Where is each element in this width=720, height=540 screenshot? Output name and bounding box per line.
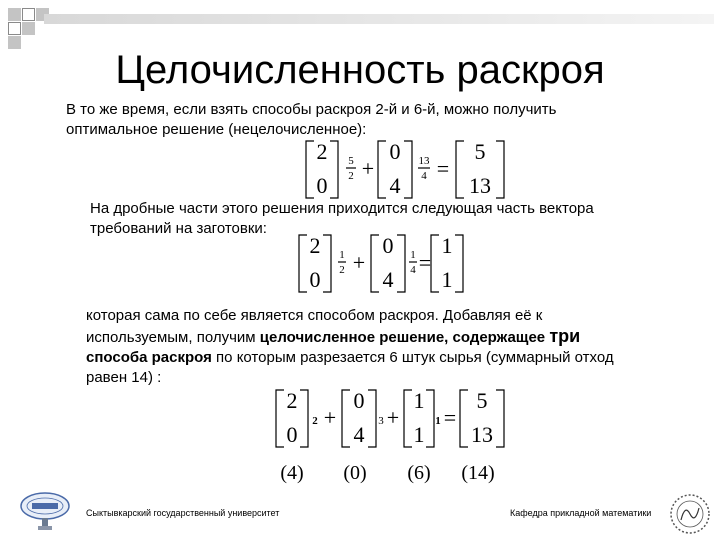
eq3-waste-1: (4)	[280, 462, 304, 484]
eq1-v2-top: 0	[389, 139, 401, 164]
eq2-coef2-num: 1	[410, 249, 416, 261]
equation-3	[270, 386, 510, 486]
eq1-plus: +	[361, 156, 375, 181]
eq2-r-top: 1	[441, 233, 453, 258]
eq3-coef2: 3	[378, 415, 384, 427]
paragraph-3-part2: по которым разрезается 6 штук сырья (суммарный отход равен 14) :	[86, 349, 614, 386]
eq1-r-bottom: 13	[469, 173, 491, 198]
eq2-v1-bottom: 0	[309, 267, 321, 292]
eq1-coef1-num: 5	[348, 155, 354, 167]
decorative-top-stripe	[44, 14, 714, 24]
slide-title: Целочисленность раскроя	[115, 48, 605, 92]
eq3-waste-2: (0)	[343, 462, 367, 484]
eq1-coef2-den: 4	[421, 170, 427, 182]
paragraph-3-part1: которая сама по себе является способом раскроя. Добавляя её к используемым, получим	[86, 307, 543, 346]
eq1-r-top: 5	[474, 139, 486, 164]
eq3-plus2: +	[386, 405, 400, 430]
department-logo-icon	[668, 492, 712, 536]
eq3-waste-4: (14)	[461, 462, 495, 484]
eq3-v2-bottom: 4	[353, 422, 365, 447]
paragraph-2-text: На дробные части этого решения приходится следующая часть вектора требований на заготовки:	[90, 200, 594, 237]
eq1-coef1-den: 2	[348, 170, 354, 182]
eq2-equals: =	[418, 250, 432, 275]
university-logo-icon	[18, 490, 72, 532]
eq2-coef1-num: 1	[339, 249, 345, 261]
eq3-waste-3: (6)	[407, 462, 431, 484]
paragraph-3-bold2: способа раскроя	[86, 349, 212, 366]
paragraph-1-text: В то же время, если взять способы раскроя 2-й и 6-й, можно получить оптимальное решение (нецелочисленное):	[66, 101, 557, 138]
deco-square	[8, 22, 21, 35]
deco-square	[22, 8, 35, 21]
eq1-v1-bottom: 0	[316, 173, 328, 198]
eq3-coef1: 2	[312, 415, 318, 427]
deco-square	[22, 22, 35, 35]
eq3-v1-bottom: 0	[286, 422, 298, 447]
eq2-v2-bottom: 4	[382, 267, 394, 292]
eq3-v3-top: 1	[413, 388, 425, 413]
eq1-coef2-num: 13	[418, 155, 430, 167]
eq3-equals: =	[443, 405, 457, 430]
equation-1	[300, 137, 510, 202]
footer-right: Кафедра прикладной математики	[510, 508, 652, 518]
eq1-v1-top: 2	[316, 139, 328, 164]
eq2-coef2-den: 4	[410, 264, 416, 276]
eq3-v2-top: 0	[353, 388, 365, 413]
eq2-plus: +	[352, 250, 366, 275]
eq2-v1-top: 2	[309, 233, 321, 258]
eq3-coef3: 1	[435, 415, 441, 427]
paragraph-3-big: три	[549, 326, 581, 346]
eq3-r-top: 5	[476, 388, 488, 413]
eq2-v2-top: 0	[382, 233, 394, 258]
eq2-coef1-den: 2	[339, 264, 345, 276]
paragraph-3	[86, 306, 631, 388]
equation-2	[293, 231, 473, 296]
eq3-r-bottom: 13	[471, 422, 493, 447]
paragraph-3-bold1: целочисленное решение, содержащее	[259, 329, 550, 346]
eq2-r-bottom: 1	[441, 267, 453, 292]
eq3-v3-bottom: 1	[413, 422, 425, 447]
paragraph-1	[66, 100, 646, 140]
deco-square	[8, 8, 21, 21]
eq1-equals: =	[436, 156, 450, 181]
eq3-plus1: +	[323, 405, 337, 430]
eq1-v2-bottom: 4	[389, 173, 401, 198]
footer-left: Сыктывкарский государственный университет	[86, 508, 280, 518]
eq3-v1-top: 2	[286, 388, 298, 413]
